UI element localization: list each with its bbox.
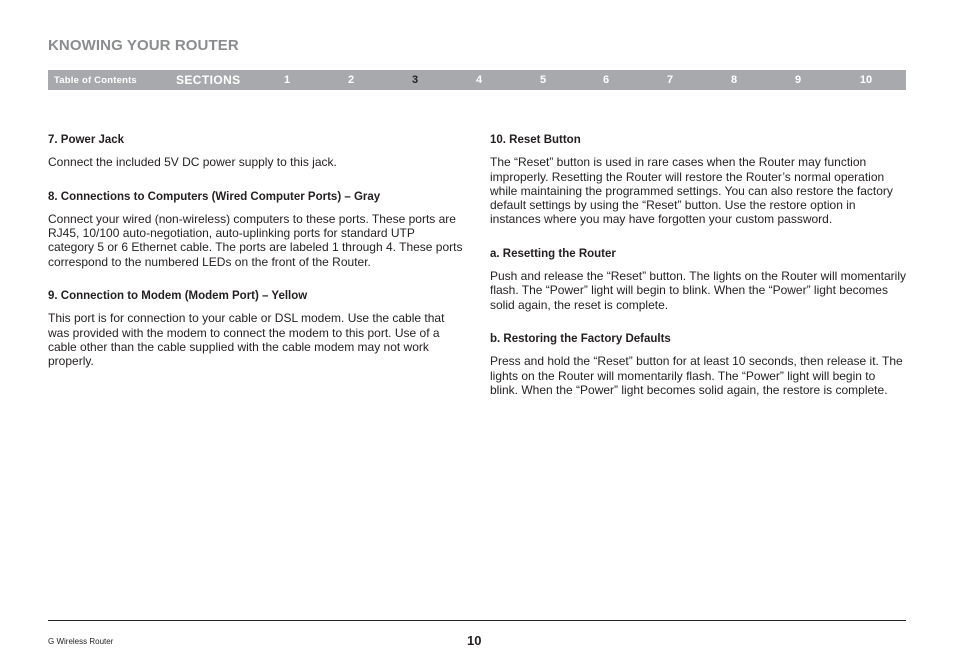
footer-divider — [48, 620, 906, 621]
power-jack-text: Connect the included 5V DC power supply to this jack. — [48, 155, 337, 170]
table-of-contents-link[interactable]: Table of Contents — [54, 75, 137, 86]
section-link-1[interactable]: 1 — [283, 74, 291, 86]
section-link-4[interactable]: 4 — [475, 74, 483, 86]
section-link-2[interactable]: 2 — [347, 74, 355, 86]
section-link-3[interactable]: 3 — [411, 74, 419, 86]
reset-button-heading: 10. Reset Button — [490, 134, 581, 146]
section-link-10[interactable]: 10 — [859, 74, 873, 86]
reset-button-text: The “Reset” button is used in rare cases when the Router may function improperly. Resetting the Router will restore the Router’s normal operation while maintaining the programmed settings. You can also restore the factory default settings by using the “Reset” button. Use the restore option in instances where you may have forgotten your custom password. — [490, 155, 893, 227]
sections-label: SECTIONS — [176, 73, 241, 87]
computer-ports-heading: 8. Connections to Computers (Wired Computer Ports) – Gray — [48, 190, 381, 203]
section-link-7[interactable]: 7 — [666, 74, 674, 86]
section-title: KNOWING YOUR ROUTER — [48, 37, 239, 54]
modem-port-text: This port is for connection to your cable or DSL modem. Use the cable that was provided with the modem to connect the modem to this port. Use of a cable other than the cable supplied with the cable modem may not work properly. — [48, 311, 445, 369]
section-link-6[interactable]: 6 — [602, 74, 610, 86]
restoring-defaults-heading: b. Restoring the Factory Defaults — [490, 332, 671, 345]
right-column — [490, 133, 906, 417]
section-link-8[interactable]: 8 — [730, 74, 738, 86]
power-jack-heading: 7. Power Jack — [48, 134, 125, 146]
footer-product-name: G Wireless Router — [48, 637, 114, 646]
resetting-router-text: Push and release the “Reset” button. The lights on the Router will momentarily flash. The “Power” light will begin to blink. When the “Power” light becomes solid again, the reset is complete. — [490, 269, 906, 312]
restoring-defaults-text: Press and hold the “Reset” button for at least 10 seconds, then release it. The lights on the Router will momentarily flash. The “Power” light will begin to blink. When the “Power” light becomes solid again, the restore is complete. — [490, 354, 903, 397]
left-column — [48, 133, 464, 389]
section-navigation-bar — [48, 70, 906, 90]
section-link-5[interactable]: 5 — [539, 74, 547, 86]
section-link-9[interactable]: 9 — [794, 74, 802, 86]
page-number: 10 — [467, 633, 482, 648]
resetting-router-heading: a. Resetting the Router — [490, 247, 616, 260]
computer-ports-text: Connect your wired (non-wireless) computers to these ports. These ports are RJ45, 10/100 auto-negotiation, auto-uplinking ports for standard UTP category 5 or 6 Ethernet cable. The ports are labeled 1 through 4. These ports correspond to the numbered LEDs on the front of the Router. — [48, 211, 463, 269]
modem-port-heading: 9. Connection to Modem (Modem Port) – Yellow — [48, 290, 308, 303]
